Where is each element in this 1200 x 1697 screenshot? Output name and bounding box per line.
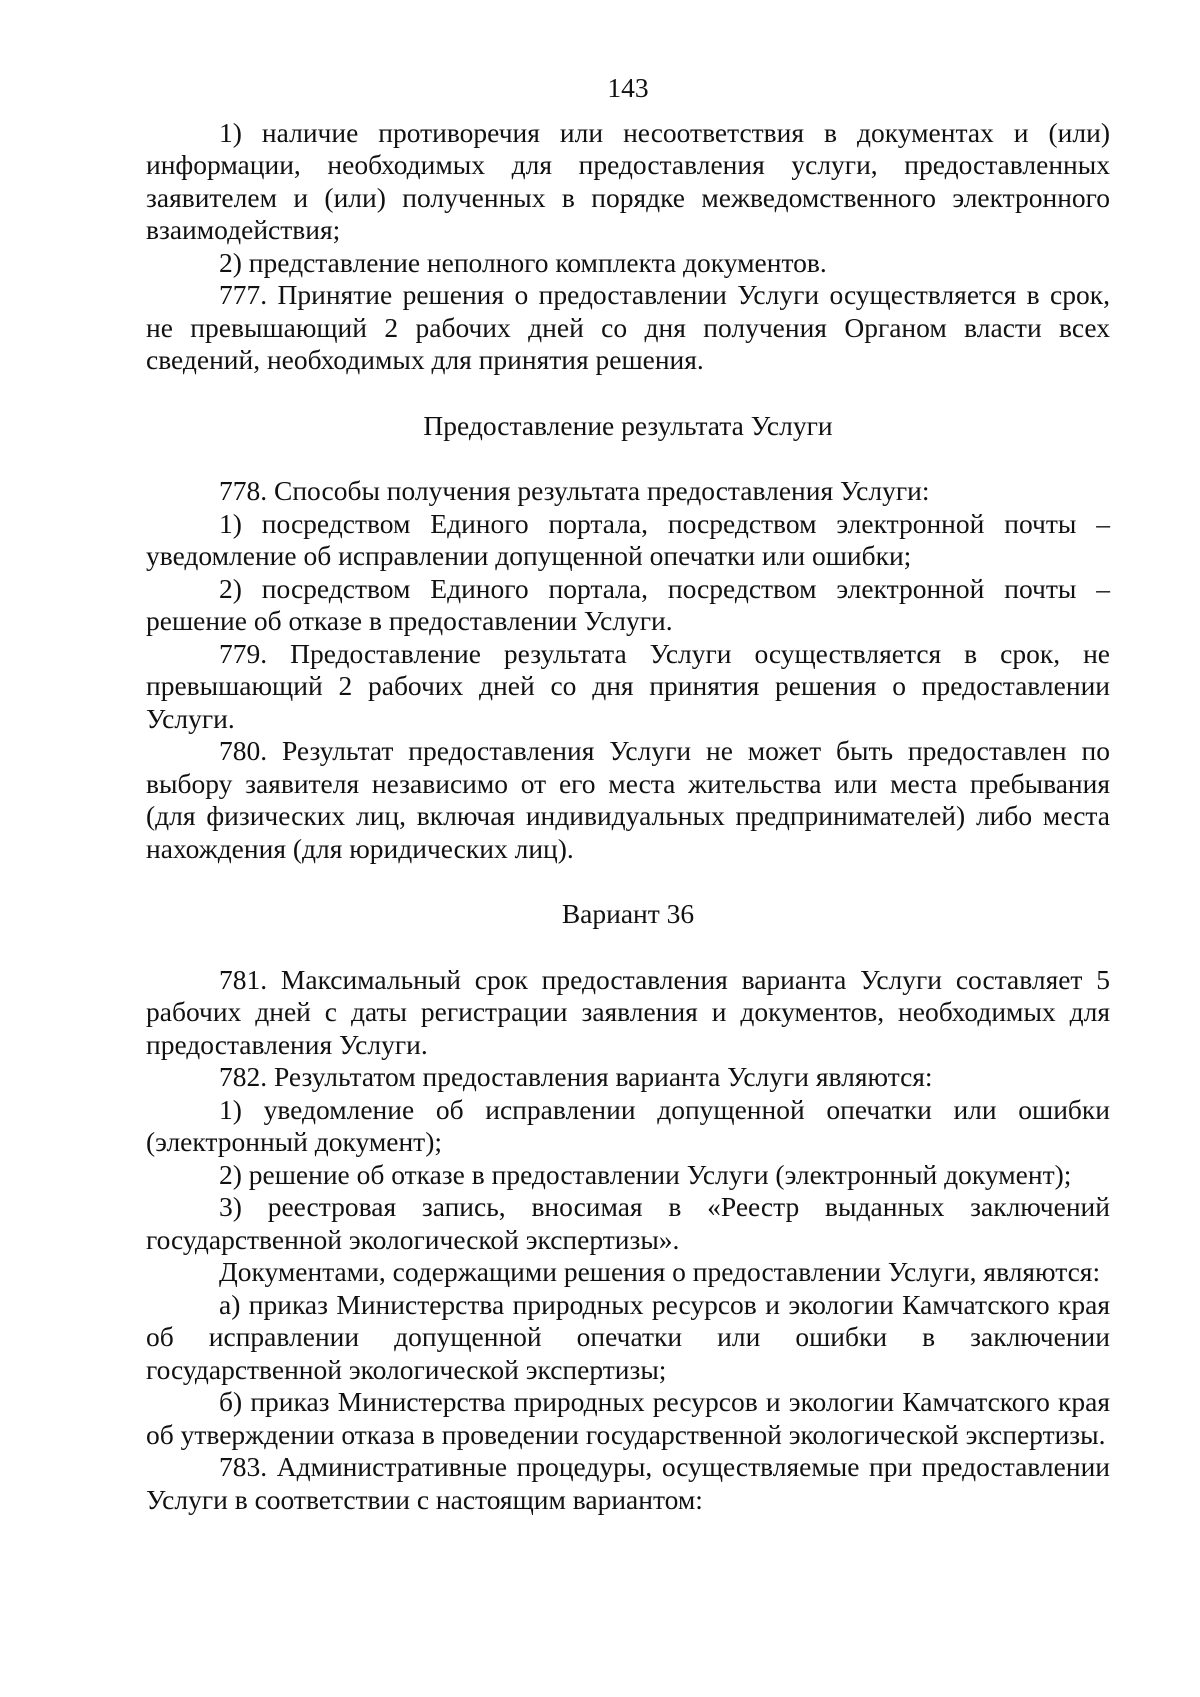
paragraph: 1) наличие противоречия или несоответствия в документах и (или) информации, необходимых для предоставления услуги, предоставленных заявителем и (или) полученных в порядке межведомственного электронного взаимодействия; bbox=[146, 116, 1110, 245]
section-heading: Вариант 36 bbox=[561, 898, 695, 929]
paragraph: 1) посредством Единого портала, посредством электронной почты – уведомление об исправлении допущенной опечатки или ошибки; bbox=[146, 507, 1110, 571]
paragraph: Документами, содержащими решения о предоставлении Услуги, являются: bbox=[219, 1256, 1101, 1287]
page-number: 143 bbox=[607, 72, 649, 103]
paragraph: а) приказ Министерства природных ресурсов и экологии Камчатского края об исправлении допущенной опечатки или ошибки в заключении государственной экологической экспертизы; bbox=[146, 1288, 1110, 1385]
paragraph: 780. Результат предоставления Услуги не может быть предоставлен по выбору заявителя независимо от его места жительства или места пребывания (для физических лиц, включая индивидуальных предпринимателей) либо места нахождения (для юридических лиц). bbox=[146, 735, 1110, 864]
paragraph: б) приказ Министерства природных ресурсов и экологии Камчатского края об утверждении отказа в проведении государственной экологической экспертизы. bbox=[146, 1386, 1110, 1450]
paragraph: 782. Результатом предоставления варианта Услуги являются: bbox=[219, 1061, 933, 1092]
paragraph: 2) посредством Единого портала, посредством электронной почты – решение об отказе в предоставлении Услуги. bbox=[146, 572, 1110, 636]
paragraph: 1) уведомление об исправлении допущенной опечатки или ошибки (электронный документ); bbox=[146, 1093, 1110, 1157]
document-page bbox=[146, 72, 1110, 1516]
paragraph: 779. Предоставление результата Услуги осуществляется в срок, не превышающий 2 рабочих дней со дня принятия решения о предоставлении Услуги. bbox=[146, 637, 1110, 734]
paragraph: 781. Максимальный срок предоставления варианта Услуги составляет 5 рабочих дней с даты регистрации заявления и документов, необходимых для предоставления Услуги. bbox=[146, 963, 1110, 1060]
paragraph: 2) представление неполного комплекта документов. bbox=[219, 246, 827, 278]
section-heading: Предоставление результата Услуги bbox=[423, 409, 833, 441]
paragraph: 777. Принятие решения о предоставлении Услуги осуществляется в срок, не превышающий 2 рабочих дней со дня получения Органом власти всех сведений, необходимых для принятия решения. bbox=[146, 279, 1110, 375]
paragraph: 2) решение об отказе в предоставлении Услуги (электронный документ); bbox=[219, 1158, 1072, 1190]
paragraph: 783. Административные процедуры, осуществляемые при предоставлении Услуги в соответствии с настоящим вариантом: bbox=[146, 1451, 1110, 1515]
paragraph: 3) реестровая запись, вносимая в «Реестр выданных заключений государственной экологической экспертизы». bbox=[146, 1191, 1110, 1255]
paragraph: 778. Способы получения результата предоставления Услуги: bbox=[219, 475, 930, 506]
